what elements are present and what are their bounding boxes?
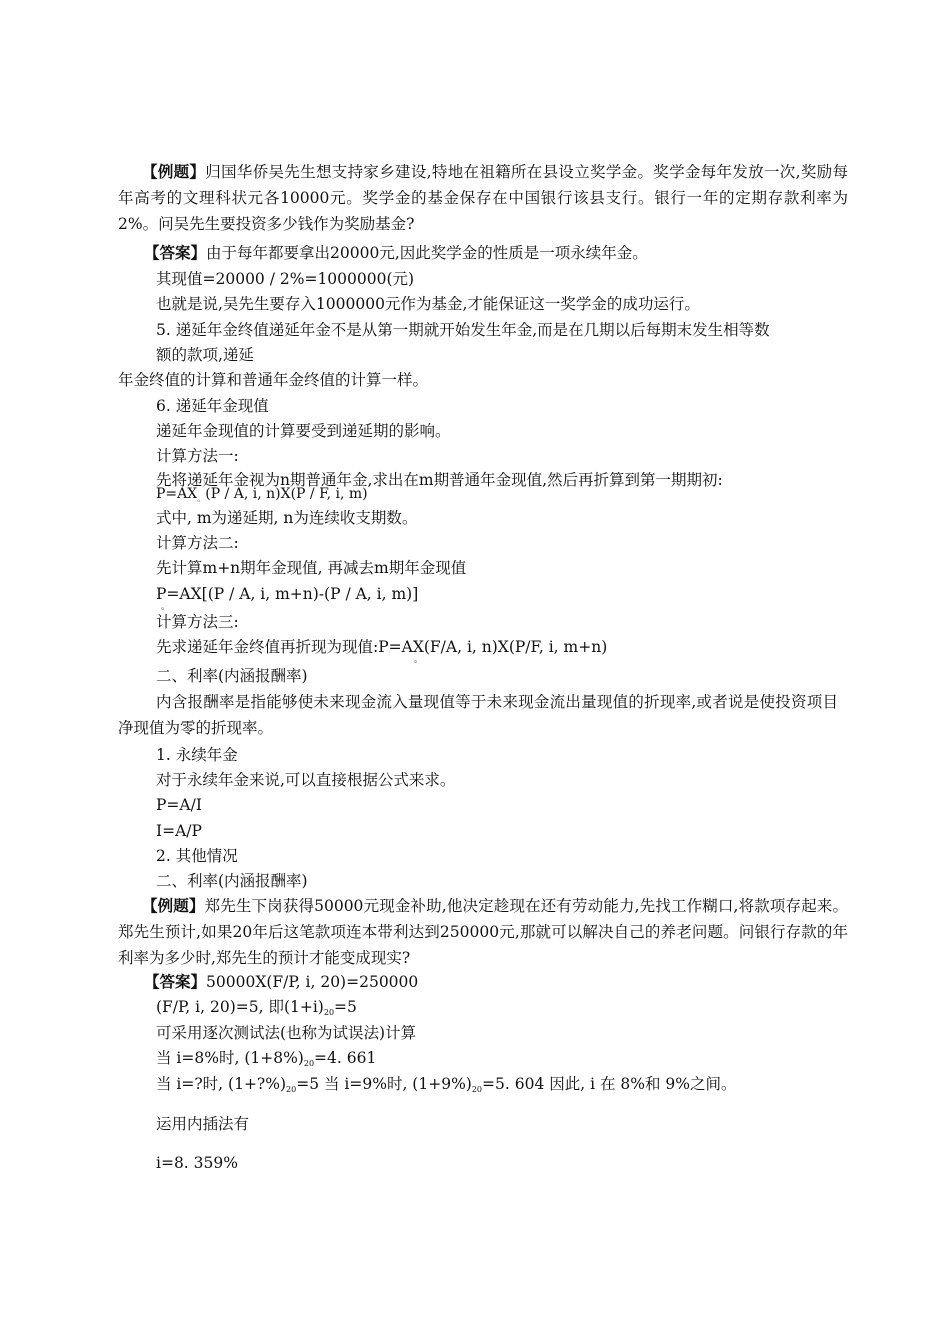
example-2-paragraph <box>118 893 848 971</box>
section-6-intro: 递延年金现值的计算要受到递延期的影响。 <box>156 422 451 440</box>
method-1-formula-rest: (P / A, i, n)X(P / F, i, m) <box>205 486 368 502</box>
method-3-line <box>156 636 607 658</box>
answer-2-line-1 <box>144 971 418 993</box>
answer-text: 由于每年都要拿出20000元,因此奖学金的性质是一项永续年金。 <box>206 244 648 262</box>
section-6-title: 6. 递延年金现值 <box>156 397 269 415</box>
answer-tag: 【答案】 <box>144 972 207 991</box>
method-1-text: 先将递延年金视为n期普通年金,求出在m期普通年金现值,然后再折算到第一期期初: <box>156 471 723 489</box>
exponent: 20 <box>471 1085 483 1094</box>
section-5-line-2: 额的款项,递延 <box>156 346 254 364</box>
exponent: 20 <box>323 1008 335 1017</box>
answer-2-line-2 <box>156 996 357 1024</box>
equation-text: 当 i=?时, (1+?%) <box>156 1075 287 1093</box>
equation-text: 50000X(F/P, i, 20)=250000 <box>206 973 419 991</box>
example-tag: 【例题】 <box>142 162 206 181</box>
exponent: 20 <box>286 1085 297 1094</box>
equation-text: (F/P, i, 20)=5, 即(1+i) <box>156 998 324 1016</box>
example-text: 郑先生下岗获得50000元现金补助,他决定趁现在还有劳动能力,先找工作糊口,将款项存起来。郑先生预计,如果20年后这笔款项连本带利达到250000元,那就可以解决自己的养老问题。问银行存款的年利率为多少时,郑先生的预计才能变成现实? <box>118 897 848 967</box>
section-5-line-3: 年金终值的计算和普通年金终值的计算一样。 <box>118 371 429 389</box>
other-cases-title: 2. 其他情况 <box>156 847 238 865</box>
method-1-title: 计算方法一: <box>156 447 239 465</box>
equation-text: =5 <box>334 998 357 1016</box>
rate-title: 二、利率(内涵报酬率) <box>156 667 308 685</box>
method-3-title: 计算方法三: <box>156 613 239 631</box>
equation-text: =5. 604 因此, i 在 8%和 9%之间。 <box>482 1075 737 1093</box>
example-1-paragraph <box>118 159 848 237</box>
answer-2-line-3: 可采用逐次测试法(也称为试误法)计算 <box>156 1024 417 1042</box>
method-3-text: 先求递延年金终值再折现为现值: <box>156 638 379 656</box>
irr-definition: 内含报酬率是指能够使未来现金流入量现值等于未来现金流出量现值的折现率,或者说是使投资项目净现值为零的折现率。 <box>118 693 838 737</box>
small-mark: 。 <box>414 655 424 665</box>
method-2-title: 计算方法二: <box>156 534 239 552</box>
method-2-formula: P=AX[(P / A, i, m+n)-(P / A, i, m)] <box>156 585 419 603</box>
small-mark: 。 <box>197 494 206 503</box>
method-3-formula: P=AX(F/A, i, n)X(P/F, i, m+n) <box>378 638 608 656</box>
small-mark: 。 <box>161 602 171 612</box>
result-line: i=8. 359% <box>156 1154 238 1172</box>
example-tag: 【例题】 <box>142 896 205 915</box>
equation-text: =4. 661 <box>314 1049 377 1067</box>
exponent: 20 <box>303 1059 315 1068</box>
formula-i: I=A/P <box>156 822 202 840</box>
method-2-text: 先计算m+n期年金现值, 再减去m期年金现值 <box>156 559 467 577</box>
interpolation-line: 运用内插法有 <box>156 1115 250 1133</box>
perpetuity-title: 1. 永续年金 <box>156 746 238 764</box>
equation-text: 当 i=8%时, (1+8%) <box>156 1049 304 1067</box>
equation-text: =5 当 i=9%时, (1+9%) <box>296 1075 472 1093</box>
answer-1-line <box>144 242 648 264</box>
answer-2-line-5 <box>156 1073 737 1101</box>
conclusion-line: 也就是说,吴先生要存入1000000元作为基金,才能保证这一奖学金的成功运行。 <box>156 295 700 313</box>
example-text: 归国华侨吴先生想支持家乡建设,特地在祖籍所在县设立奖学金。奖学金每年发放一次,奖励每年高考的文理科状元各10000元。奖学金的基金保存在中国银行该县支行。银行一年的定期存款利率为2%。问吴先生要投资多少钱作为奖励基金? <box>118 163 848 233</box>
present-value-line: 其现值=20000 / 2%=1000000(元) <box>156 270 415 288</box>
section-5-line-1: 5. 递延年金终值递延年金不是从第一期就开始发生年金,而是在几期以后每期末发生相等数 <box>156 321 770 339</box>
answer-2-line-4 <box>156 1047 376 1075</box>
rate-title-repeat: 二、利率(内涵报酬率) <box>156 872 308 890</box>
formula-p: P=A/I <box>156 796 202 814</box>
method-1-formula <box>156 483 368 510</box>
answer-tag: 【答案】 <box>144 243 207 262</box>
method-1-note: 式中, m为递延期, n为连续收支期数。 <box>156 509 418 527</box>
perpetuity-text: 对于永续年金来说,可以直接根据公式来求。 <box>156 771 456 789</box>
method-1-formula-start: P=AX <box>156 486 198 502</box>
